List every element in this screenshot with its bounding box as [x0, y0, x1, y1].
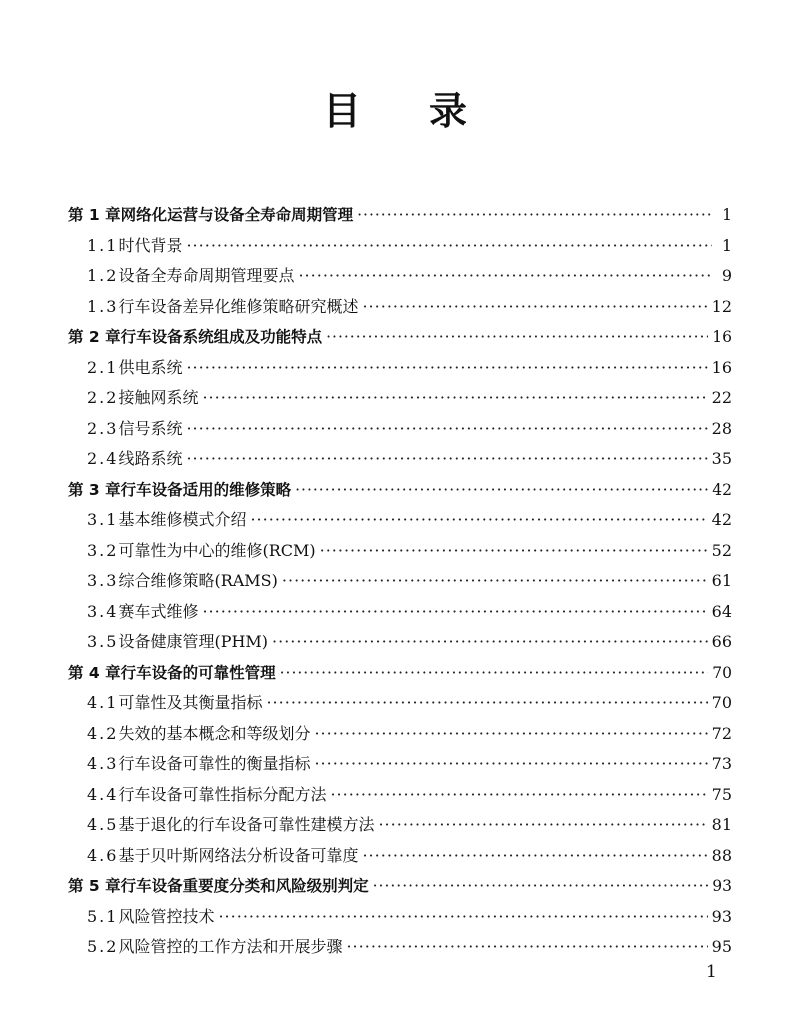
- toc-entry-number: 第 1 章: [68, 206, 121, 224]
- dot-leader: [295, 475, 708, 506]
- toc-section-row[interactable]: [68, 261, 732, 292]
- dot-leader: [314, 719, 707, 750]
- toc-entry-title: 赛车式维修: [118, 601, 199, 621]
- toc-entry-title: 行车设备可靠性的衡量指标: [118, 754, 311, 773]
- toc-entry-number: 第 5 章: [68, 877, 121, 895]
- toc-entry-page: 28: [711, 418, 732, 438]
- toc-entry-page: 61: [711, 571, 732, 590]
- toc-entry-number: 4.6: [87, 845, 119, 865]
- toc-entry-page: 93: [712, 877, 732, 895]
- toc-section-row[interactable]: [68, 780, 732, 811]
- toc-entry-number: 第 4 章: [68, 663, 121, 682]
- toc-entry-title: 失效的基本概念和等级划分: [118, 723, 311, 743]
- dot-leader: [186, 353, 707, 384]
- dot-leader: [186, 414, 707, 445]
- dot-leader: [314, 749, 707, 780]
- toc-chapter-row[interactable]: [68, 475, 732, 506]
- dot-leader: [320, 536, 708, 567]
- toc-entry-title: 时代背景: [118, 235, 183, 255]
- toc-entry-number: 5.1: [87, 906, 119, 926]
- toc-entry-title: 行车设备的可靠性管理: [120, 663, 276, 682]
- dot-leader: [272, 627, 708, 658]
- dot-leader: [326, 322, 708, 353]
- toc-entry-title: 风险管控的工作方法和开展步骤: [118, 937, 343, 956]
- toc-entry-page: 72: [711, 723, 732, 743]
- toc-section-row[interactable]: [68, 383, 732, 414]
- toc-section-row[interactable]: [68, 292, 732, 323]
- dot-leader: [282, 566, 708, 597]
- toc-entry-page: 42: [712, 480, 732, 499]
- toc-entry-page: 64: [711, 601, 732, 621]
- toc-entry-title: 基于贝叶斯网络法分析设备可靠度: [118, 845, 359, 865]
- toc-entry-title: 设备健康管理(PHM): [118, 632, 269, 651]
- toc-entry-page: 1: [721, 235, 732, 255]
- toc-entry-title: 行车设备重要度分类和风险级别判定: [120, 877, 369, 895]
- title-char: 录: [429, 88, 536, 133]
- toc-entry-number: 2.2: [87, 388, 119, 407]
- toc-section-row[interactable]: [68, 719, 732, 750]
- dot-leader: [250, 505, 707, 536]
- toc-entry-title: 网络化运营与设备全寿命周期管理: [120, 206, 354, 224]
- toc-entry-number: 2.3: [87, 418, 119, 438]
- toc-entry-page: 75: [711, 784, 732, 804]
- toc-entry-number: 1.3: [87, 296, 119, 316]
- toc-entry-page: 52: [711, 540, 732, 560]
- toc-entry-number: 3.3: [87, 571, 119, 590]
- toc-entry-number: 4.2: [87, 723, 119, 743]
- toc-entry-number: 5.2: [87, 937, 119, 956]
- toc-entry-page: 12: [711, 296, 732, 316]
- toc-entry-number: 3.4: [87, 601, 119, 621]
- dot-leader: [266, 688, 707, 719]
- toc-entry-number: 2.1: [87, 357, 119, 377]
- toc-entry-page: 1: [722, 206, 732, 224]
- toc-entry-title: 行车设备差异化维修策略研究概述: [118, 296, 359, 316]
- toc-entry-number: 第 2 章: [68, 328, 121, 346]
- toc-entry-number: 4.5: [87, 815, 119, 834]
- toc-entry-title: 可靠性及其衡量指标: [118, 693, 263, 712]
- dot-leader: [280, 658, 709, 689]
- toc-entry-title: 综合维修策略(RAMS): [118, 571, 278, 590]
- toc-entry-page: 88: [711, 845, 732, 865]
- toc-entry-title: 基于退化的行车设备可靠性建模方法: [118, 815, 375, 834]
- toc-entry-page: 16: [712, 328, 732, 346]
- toc-entry-number: 1.1: [87, 235, 119, 255]
- dot-leader: [330, 780, 707, 811]
- toc-entry-page: 73: [711, 754, 732, 773]
- dot-leader: [186, 444, 707, 475]
- toc-entry-number: 4.4: [87, 784, 119, 804]
- dot-leader: [202, 383, 707, 414]
- toc-entry-page: 35: [711, 449, 732, 468]
- table-of-contents: [68, 200, 732, 963]
- toc-entry-page: 42: [711, 510, 732, 529]
- toc-section-row[interactable]: [68, 444, 732, 475]
- toc-section-row[interactable]: [68, 536, 732, 567]
- title-char: 目: [322, 88, 429, 133]
- toc-entry-number: 3.2: [87, 540, 119, 560]
- toc-entry-title: 行车设备可靠性指标分配方法: [118, 784, 327, 804]
- dot-leader: [346, 932, 707, 963]
- toc-entry-number: 4.3: [87, 754, 119, 773]
- toc-chapter-row[interactable]: [68, 200, 732, 231]
- toc-section-row[interactable]: [68, 231, 732, 262]
- toc-entry-page: 9: [721, 266, 732, 285]
- toc-section-row[interactable]: [68, 902, 732, 933]
- dot-leader: [362, 841, 707, 872]
- toc-entry-title: 行车设备适用的维修策略: [120, 480, 292, 499]
- toc-section-row[interactable]: [68, 627, 732, 658]
- toc-entry-number: 2.4: [87, 449, 119, 468]
- dot-leader: [298, 261, 712, 292]
- toc-entry-page: 16: [711, 357, 732, 377]
- dot-leader: [218, 902, 707, 933]
- toc-entry-page: 93: [711, 906, 732, 926]
- toc-section-row[interactable]: [68, 505, 732, 536]
- toc-entry-title: 设备全寿命周期管理要点: [118, 266, 295, 285]
- toc-entry-page: 66: [711, 632, 732, 651]
- dot-leader: [357, 200, 712, 231]
- toc-entry-title: 线路系统: [118, 449, 183, 468]
- toc-entry-title: 基本维修模式介绍: [118, 510, 247, 529]
- toc-entry-page: 95: [711, 937, 732, 956]
- toc-chapter-row[interactable]: [68, 658, 732, 689]
- dot-leader: [202, 597, 707, 628]
- toc-section-row[interactable]: [68, 688, 732, 719]
- dot-leader: [378, 810, 707, 841]
- dot-leader: [362, 292, 707, 323]
- toc-section-row[interactable]: [68, 932, 732, 963]
- toc-entry-title: 接触网系统: [118, 388, 199, 407]
- toc-section-row[interactable]: [68, 841, 732, 872]
- toc-entry-number: 3.5: [87, 632, 119, 651]
- toc-entry-page: 70: [712, 663, 732, 682]
- page-number: 1: [706, 962, 717, 982]
- toc-entry-number: 1.2: [87, 266, 119, 285]
- toc-entry-number: 第 3 章: [68, 480, 121, 499]
- toc-section-row[interactable]: [68, 353, 732, 384]
- toc-entry-title: 供电系统: [118, 357, 183, 377]
- toc-entry-title: 风险管控技术: [118, 906, 215, 926]
- toc-section-row[interactable]: [68, 414, 732, 445]
- toc-entry-page: 22: [711, 388, 732, 407]
- toc-section-row[interactable]: [68, 810, 732, 841]
- toc-entry-number: 4.1: [87, 693, 119, 712]
- toc-chapter-row[interactable]: [68, 871, 732, 902]
- dot-leader: [373, 871, 709, 902]
- toc-entry-page: 70: [711, 693, 732, 712]
- toc-entry-title: 可靠性为中心的维修(RCM): [118, 540, 316, 560]
- toc-entry-page: 81: [711, 815, 732, 834]
- toc-section-row[interactable]: [68, 749, 732, 780]
- toc-section-row[interactable]: [68, 566, 732, 597]
- dot-leader: [186, 231, 712, 262]
- toc-entry-title: 行车设备系统组成及功能特点: [120, 328, 323, 346]
- toc-entry-title: 信号系统: [118, 418, 183, 438]
- toc-section-row[interactable]: [68, 597, 732, 628]
- toc-entry-number: 3.1: [87, 510, 119, 529]
- page-title: [0, 80, 790, 135]
- toc-chapter-row[interactable]: [68, 322, 732, 353]
